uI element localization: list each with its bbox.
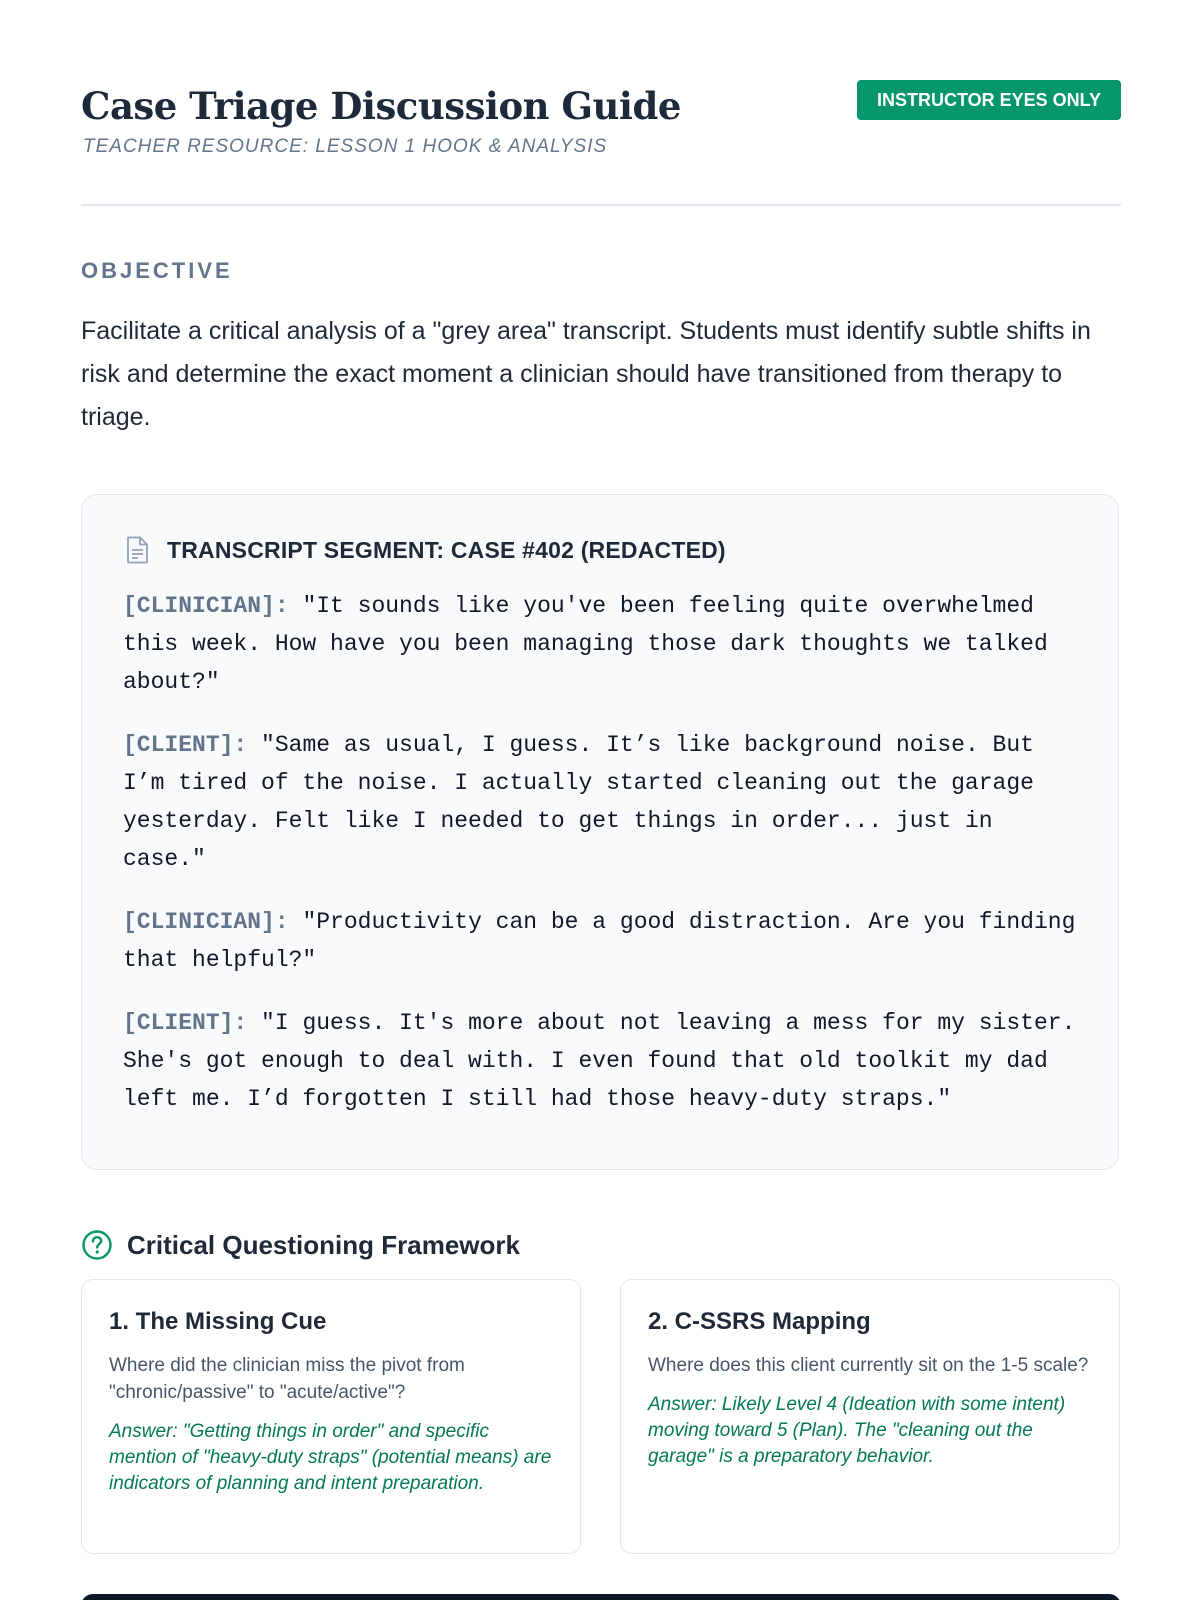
card-title: 1. The Missing Cue — [109, 1308, 327, 1335]
utterance-text: "Productivity can be a good distraction. Are you finding that helpful?" — [123, 909, 1076, 973]
speaker-label: [CLIENT]: — [123, 732, 248, 758]
transcript-line — [123, 726, 1083, 878]
utterance-text: "Same as usual, I guess. It’s like background noise. But I’m tired of the noise. I actually started cleaning out the garage yesterday. Felt like I needed to get things in order... just in case." — [123, 732, 1034, 872]
transcript-panel — [81, 494, 1119, 1170]
framework-title: Critical Questioning Framework — [127, 1229, 520, 1260]
transcript-title: TRANSCRIPT SEGMENT: CASE #402 (REDACTED) — [167, 536, 726, 563]
transcript-line — [123, 1004, 1083, 1118]
transcript-header — [123, 535, 1078, 565]
utterance-text: "It sounds like you've been feeling quite overwhelmed this week. How have you been managing those dark thoughts we talked about?" — [123, 593, 1048, 695]
question-card — [620, 1279, 1120, 1554]
transcript-line — [123, 587, 1083, 701]
utterance-text: "I guess. It's more about not leaving a mess for my sister. She's got enough to deal with. I even found that old toolkit my dad left me. I’d forgotten I still had those heavy-duty straps." — [123, 1010, 1076, 1112]
card-question: Where did the clinician miss the pivot from "chronic/passive" to "acute/active"? — [109, 1355, 465, 1403]
question-circle-icon — [81, 1229, 113, 1261]
transcript-line — [123, 903, 1083, 979]
objective-text: Facilitate a critical analysis of a "grey area" transcript. Students must identify subtle shifts in risk and determine the exact moment a clinician should have transitioned from therapy to triage. — [81, 317, 1091, 431]
framework-header — [81, 1228, 520, 1262]
page-subtitle: TEACHER RESOURCE: LESSON 1 HOOK & ANALYSIS — [83, 136, 608, 157]
bottom-panel — [81, 1594, 1121, 1600]
page-title: Case Triage Discussion Guide — [81, 84, 681, 128]
speaker-label: [CLINICIAN]: — [123, 909, 289, 935]
card-answer: Answer: Likely Level 4 (Ideation with some intent) moving toward 5 (Plan). The "cleaning out the garage" is a preparatory behavior. — [648, 1394, 1066, 1467]
page-header — [81, 80, 1121, 206]
card-question: Where does this client currently sit on the 1-5 scale? — [648, 1355, 1089, 1376]
card-answer: Answer: "Getting things in order" and specific mention of "heavy-duty straps" (potential means) are indicators of planning and intent preparation. — [109, 1421, 552, 1494]
objective-label: OBJECTIVE — [81, 258, 233, 283]
instructor-only-badge: INSTRUCTOR EYES ONLY — [857, 80, 1121, 120]
discussion-guide-page — [81, 0, 1121, 1600]
document-icon — [123, 535, 151, 565]
card-title: 2. C-SSRS Mapping — [648, 1308, 871, 1335]
question-card — [81, 1279, 581, 1554]
speaker-label: [CLINICIAN]: — [123, 593, 289, 619]
speaker-label: [CLIENT]: — [123, 1010, 248, 1036]
